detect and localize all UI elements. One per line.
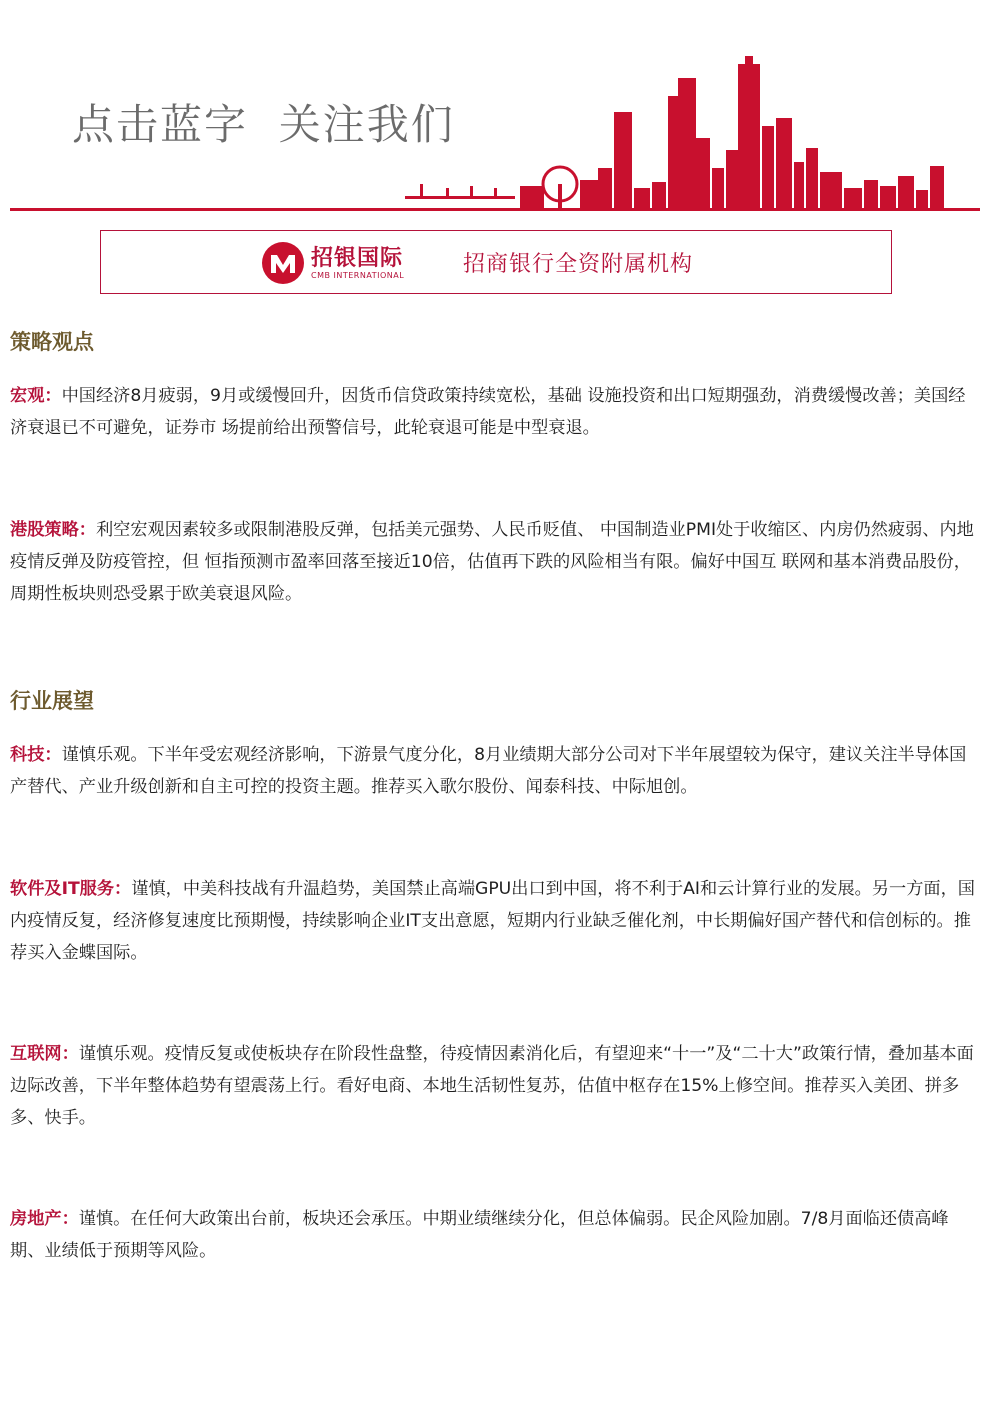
paragraph-lead-software: 软件及IT服务： <box>10 879 132 899</box>
paragraph-lead-macro: 宏观： <box>10 386 62 406</box>
section-title-strategy: 策略观点 <box>10 330 94 354</box>
city-skyline-illustration <box>0 0 992 220</box>
section-title-industry: 行业展望 <box>10 689 94 713</box>
follow-us-slogan[interactable]: 点击蓝字 关注我们 <box>72 100 455 149</box>
paragraph-macro <box>10 380 982 444</box>
cmb-logo-icon <box>261 241 305 285</box>
paragraph-text-software: 谨慎，中美科技战有升温趋势，美国禁止高端GPU出口到中国，将不利于AI和云计算行业的发展。另一方面，国内疫情反复，经济修复速度比预期慢，持续影响企业IT支出意愿，短期内行业缺乏催化剂，中长期偏好国产替代和信创标的。推荐买入金蝶国际。 <box>10 879 975 963</box>
paragraph-hk-strategy <box>10 514 982 610</box>
paragraph-internet <box>10 1038 982 1134</box>
paragraph-lead-internet: 互联网： <box>10 1044 79 1064</box>
paragraph-software <box>10 873 982 969</box>
paragraph-lead-property: 房地产： <box>10 1209 79 1229</box>
paragraph-lead-tech: 科技： <box>10 745 62 765</box>
paragraph-text-internet: 谨慎乐观。疫情反复或使板块存在阶段性盘整，待疫情因素消化后，有望迎来“十一”及“二十大”政策行情，叠加基本面边际改善，下半年整体趋势有望震荡上行。看好电商、本地生活韧性复苏，估值中枢存在15%上修空间。推荐买入美团、拼多多、快手。 <box>10 1044 974 1128</box>
brand-tagline: 招商银行全资附属机构 <box>463 252 694 277</box>
paragraph-tech <box>10 739 982 803</box>
paragraph-text-macro: 中国经济8月疲弱，9月或缓慢回升，因货币信贷政策持续宽松，基础 设施投资和出口短期强劲，消费缓慢改善；美国经济衰退已不可避免，证券市 场提前给出预警信号，此轮衰退可能是中型衰退。 <box>10 386 966 438</box>
paragraph-text-property: 谨慎。在任何大政策出台前，板块还会承压。中期业绩继续分化，但总体偏弱。民企风险加剧。7/8月面临还债高峰期、业绩低于预期等风险。 <box>10 1209 949 1261</box>
logo-english-name: CMB INTERNATIONAL <box>311 271 405 280</box>
logo-chinese-name: 招银国际 <box>311 246 404 271</box>
header-banner <box>0 0 992 220</box>
paragraph-property <box>10 1203 982 1267</box>
paragraph-text-tech: 谨慎乐观。下半年受宏观经济影响，下游景气度分化，8月业绩期大部分公司对下半年展望较为保守，建议关注半导体国产替代、产业升级创新和自主可控的投资主题。推荐买入歌尔股份、闻泰科技、中际旭创。 <box>10 745 967 797</box>
paragraph-text-hk-strategy: 利空宏观因素较多或限制港股反弹，包括美元强势、人民币贬值、 中国制造业PMI处于收缩区、内房仍然疲弱、内地疫情反弹及防疫管控，但 恒指预测市盈率回落至接近10倍，估值再下跌的风险相当有限。偏好中国互 联网和基本消费品股份，周期性板块则恐受累于欧美衰退风险。 <box>10 520 974 604</box>
paragraph-lead-hk-strategy: 港股策略： <box>10 520 96 540</box>
brand-banner <box>100 230 892 294</box>
